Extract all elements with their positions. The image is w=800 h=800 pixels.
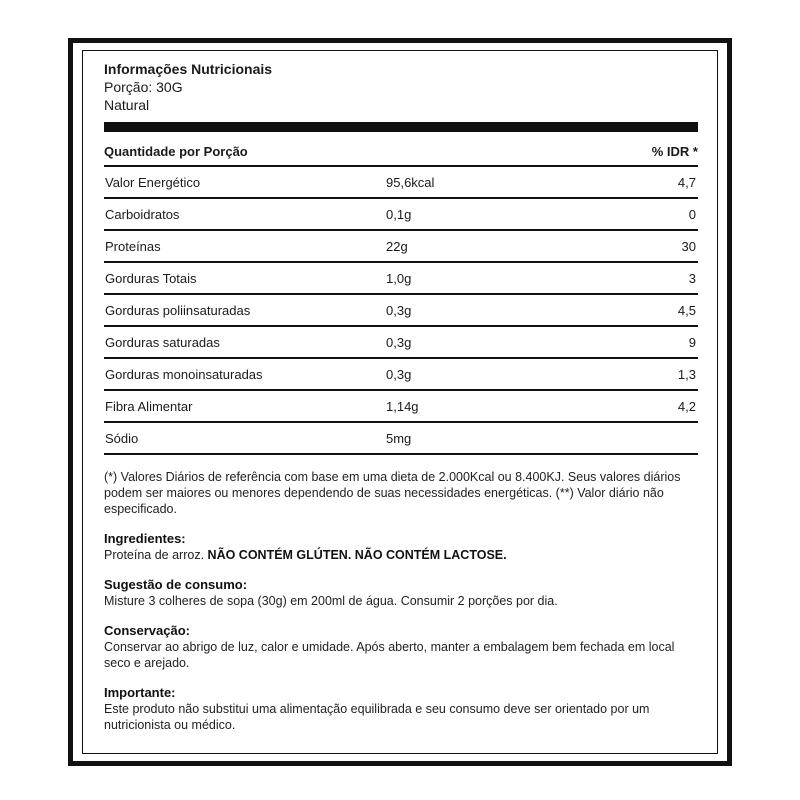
- table-row: [104, 199, 698, 231]
- ingredients-title: Ingredientes:: [104, 531, 186, 546]
- nutrient-name: Carboidratos: [105, 207, 180, 222]
- header-quantity: Quantidade por Porção: [104, 143, 248, 159]
- allergen-warning: NÃO CONTÉM GLÚTEN. NÃO CONTÉM LACTOSE.: [207, 548, 507, 562]
- footnote: (*) Valores Diários de referência com base em uma dieta de 2.000Kcal ou 8.400KJ. Seus valores diários podem ser maiores ou menores dependendo de suas necessidades energéticas. (**) Valor diário não especificado.: [104, 470, 681, 516]
- table-row: [104, 327, 698, 359]
- nutrient-amount: 1,0g: [386, 271, 412, 286]
- table-header: [104, 137, 698, 167]
- table-row: [104, 423, 698, 455]
- important-text: Este produto não substitui uma alimentação equilibrada e seu consumo deve ser orientado por um nutricionista ou médico.: [104, 702, 650, 732]
- nutrient-idr: 4,7: [677, 175, 696, 190]
- table-row: [104, 231, 698, 263]
- nutrient-name: Sódio: [105, 431, 139, 446]
- table-row: [104, 359, 698, 391]
- table-row: [104, 391, 698, 423]
- nutrient-amount: 95,6kcal: [386, 175, 435, 190]
- ingredients-section: [104, 531, 698, 563]
- nutrient-amount: 22g: [386, 239, 408, 254]
- nutrient-table: [104, 167, 698, 455]
- table-row: [104, 263, 698, 295]
- label-title: Informações Nutricionais: [104, 61, 273, 77]
- nutrient-idr: 4,5: [677, 303, 696, 318]
- suggestion-title: Sugestão de consumo:: [104, 577, 248, 592]
- portion-size: Porção: 30G: [104, 79, 183, 95]
- nutrient-idr: 30: [681, 239, 696, 254]
- nutrient-amount: 0,3g: [386, 303, 412, 318]
- nutrient-idr: 0: [688, 207, 696, 222]
- nutrient-idr: 4,2: [677, 399, 696, 414]
- nutrient-name: Valor Energético: [105, 175, 201, 190]
- nutrient-amount: 1,14g: [386, 399, 419, 414]
- important-section: [104, 685, 698, 733]
- nutrient-name: Gorduras poliinsaturadas: [105, 303, 251, 318]
- nutrition-label: [104, 58, 698, 733]
- ingredients-text: Proteína de arroz.: [104, 548, 205, 562]
- thick-divider: [104, 122, 698, 132]
- nutrient-idr: 9: [688, 335, 696, 350]
- nutrient-amount: 0,1g: [386, 207, 412, 222]
- table-row: [104, 295, 698, 327]
- header-idr: % IDR *: [651, 143, 698, 159]
- flavor: Natural: [104, 97, 150, 113]
- conservation-title: Conservação:: [104, 623, 190, 638]
- suggestion-text: Misture 3 colheres de sopa (30g) em 200ml de água. Consumir 2 porções por dia.: [104, 594, 558, 608]
- nutrient-name: Gorduras monoinsaturadas: [105, 367, 263, 382]
- nutrient-name: Fibra Alimentar: [105, 399, 193, 414]
- nutrient-idr: 1,3: [677, 367, 696, 382]
- nutrient-amount: 0,3g: [386, 367, 412, 382]
- table-row: [104, 167, 698, 199]
- nutrient-name: Proteínas: [105, 239, 161, 254]
- conservation-text: Conservar ao abrigo de luz, calor e umidade. Após aberto, manter a embalagem bem fechada em local seco e arejado.: [104, 640, 675, 670]
- nutrient-amount: 0,3g: [386, 335, 412, 350]
- nutrient-amount: 5mg: [386, 431, 412, 446]
- suggestion-section: [104, 577, 698, 609]
- ingredients-body: [104, 547, 698, 563]
- conservation-section: [104, 623, 698, 671]
- nutrient-name: Gorduras saturadas: [105, 335, 220, 350]
- nutrient-idr: 3: [688, 271, 696, 286]
- nutrient-name: Gorduras Totais: [105, 271, 197, 286]
- important-title: Importante:: [104, 685, 176, 700]
